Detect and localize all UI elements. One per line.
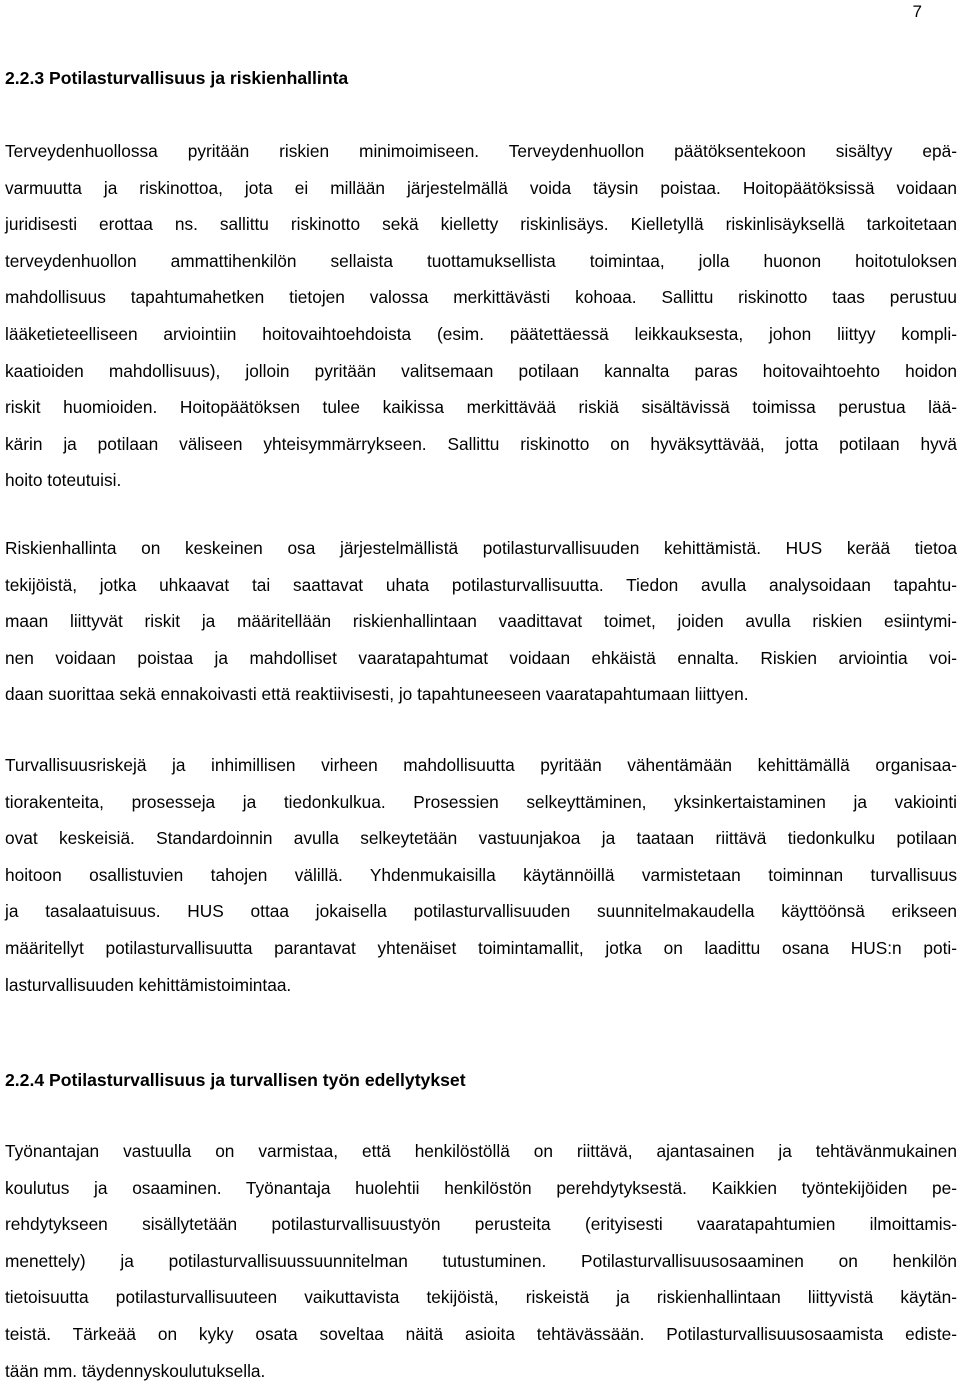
text-line: kaatioiden mahdollisuus), jolloin pyritään valitsemaan potilaan kannalta paras hoitovaihtoehto hoidon bbox=[5, 360, 957, 381]
text-line: teistä. Tärkeää on kyky osata soveltaa näitä asioita tehtävässään. Potilasturvallisuusosaamista ediste- bbox=[5, 1323, 957, 1344]
text-line: rehdytykseen sisällytetään potilasturvallisuustyön perusteita (erityisesti vaaratapahtumien ilmoittamis- bbox=[5, 1214, 957, 1235]
paragraph bbox=[5, 133, 957, 499]
text-line: hoito toteutuisi. bbox=[5, 470, 122, 491]
text-line: menettely) ja potilasturvallisuussuunnitelman tutustuminen. Potilasturvallisuusosaaminen on henkilön bbox=[5, 1250, 957, 1271]
paragraph bbox=[5, 747, 957, 1003]
text-line: Turvallisuusriskejä ja inhimillisen virheen mahdollisuutta pyritään vähentämään kehittämällä organisaa- bbox=[5, 755, 957, 775]
paragraph bbox=[5, 1133, 957, 1389]
text-line: varmuutta ja riskinottoa, jota ei millään järjestelmällä voida täysin poistaa. Hoitopäätöksissä voidaan bbox=[5, 177, 957, 198]
text-line: nen voidaan poistaa ja mahdolliset vaaratapahtumat voidaan ehkäistä ennalta. Riskien arviointia voi- bbox=[5, 647, 957, 668]
text-line: tiorakenteita, prosesseja ja tiedonkulkua. Prosessien selkeyttäminen, yksinkertaistaminen ja vakiointi bbox=[5, 791, 957, 812]
text-line: lääketieteelliseen arviointiin hoitovaihtoehdoista (esim. päätettäessä leikkauksesta, johon liittyy kompli- bbox=[5, 323, 957, 344]
text-line: tietoisuutta potilasturvallisuuteen vaikuttavista tekijöistä, riskeistä ja riskienhallintaan liittyvistä käytän- bbox=[5, 1287, 957, 1308]
section-heading: 2.2.3 Potilasturvallisuus ja riskienhallinta bbox=[5, 68, 349, 88]
section-heading: 2.2.4 Potilasturvallisuus ja turvallisen työn edellytykset bbox=[5, 1070, 466, 1090]
text-line: terveydenhuollon ammattihenkilön sellaista tuottamuksellista toimintaa, jolla huonon hoitotuloksen bbox=[5, 250, 957, 271]
text-line: ja tasalaatuisuus. HUS ottaa jokaisella potilasturvallisuuden suunnitelmakaudella käyttöönsä erikseen bbox=[5, 901, 957, 922]
text-line: määritellyt potilasturvallisuutta parantavat yhtenäiset toimintamallit, jotka on laadittu osana HUS:n poti- bbox=[5, 937, 957, 958]
page-number: 7 bbox=[912, 2, 922, 21]
text-line: daan suorittaa sekä ennakoivasti että reaktiivisesti, jo tapahtuneeseen vaaratapahtumaan liittyen. bbox=[5, 684, 749, 705]
text-line: tään mm. täydennyskoulutuksella. bbox=[5, 1360, 266, 1381]
text-line: maan liittyvät riskit ja määritellään riskienhallintaan vaadittavat toimet, joiden avulla riskien esiintymi- bbox=[5, 611, 957, 632]
paragraph bbox=[5, 530, 957, 713]
text-line: hoitoon osallistuvien tahojen välillä. Yhdenmukaisilla käytännöillä varmistetaan toiminnan turvallisuus bbox=[5, 864, 957, 885]
text-line: riskit huomioiden. Hoitopäätöksen tulee kaikissa merkittävää riskiä sisältävissä toimissa perustua lää- bbox=[5, 397, 957, 418]
text-line: tekijöistä, jotka uhkaavat tai saattavat uhata potilasturvallisuutta. Tiedon avulla analysoidaan tapahtu- bbox=[5, 574, 957, 595]
text-line: Terveydenhuollossa pyritään riskien minimoimiseen. Terveydenhuollon päätöksentekoon sisältyy epä- bbox=[5, 141, 957, 161]
text-line: kärin ja potilaan väliseen yhteisymmärrykseen. Sallittu riskinotto on hyväksyttävää, jotta potilaan hyvä bbox=[5, 433, 957, 454]
text-line: ovat keskeisiä. Standardoinnin avulla selkeytetään vastuunjakoa ja taataan riittävä tiedonkulku potilaan bbox=[5, 828, 957, 849]
text-line: juridisesti erottaa ns. sallittu riskinotto sekä kielletty riskinlisäys. Kielletyllä riskinlisäyksellä tarkoitetaan bbox=[5, 214, 957, 235]
text-line: lasturvallisuuden kehittämistoimintaa. bbox=[5, 974, 292, 995]
text-line: mahdollisuus tapahtumahetken tietojen valossa merkittävästi kohoaa. Sallittu riskinotto taas perustuu bbox=[5, 287, 957, 308]
text-line: koulutus ja osaaminen. Työnantaja huolehtii henkilöstön perehdytyksestä. Kaikkien työntekijöiden pe- bbox=[5, 1177, 957, 1198]
text-line: Riskienhallinta on keskeinen osa järjestelmällistä potilasturvallisuuden kehittämistä. HUS kerää tietoa bbox=[5, 538, 957, 558]
text-line: Työnantajan vastuulla on varmistaa, että henkilöstöllä on riittävä, ajantasainen ja tehtävänmukainen bbox=[5, 1141, 957, 1161]
